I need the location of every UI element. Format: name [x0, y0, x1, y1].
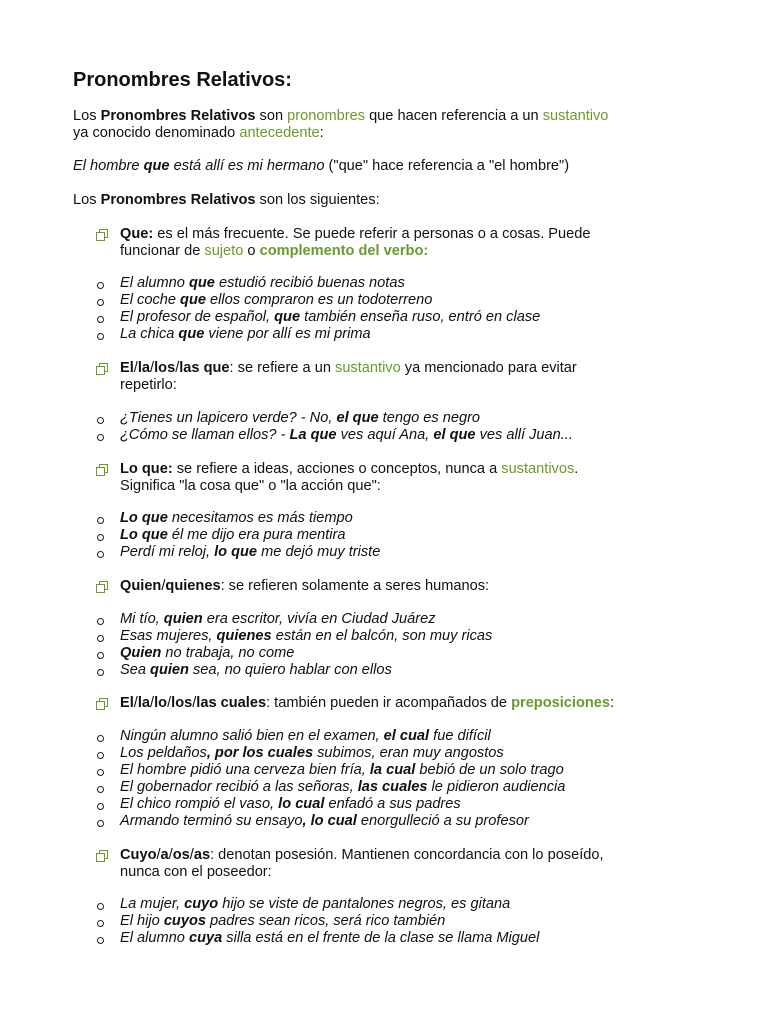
- circle-bullet-icon: [97, 820, 104, 827]
- list-item: El profesor de español, que también enseña ruso, entró en clase: [97, 309, 540, 326]
- intro-example: El hombre que está allí es mi hermano ("que" hace referencia a "el hombre"): [73, 158, 570, 174]
- section-head: Que: es el más frecuente. Se puede referir a personas o a cosas. Puede: [120, 226, 591, 242]
- list-item: Mi tío, quien era escritor, vivía en Ciudad Juárez: [97, 611, 436, 628]
- page-title: Pronombres Relativos:: [73, 69, 292, 91]
- circle-bullet-icon: [97, 769, 104, 776]
- bullet-box-icon: [96, 698, 108, 710]
- list-item: Esas mujeres, quienes están en el balcón, son muy ricas: [97, 628, 492, 645]
- circle-bullet-icon: [97, 752, 104, 759]
- term-antecedente: antecedente: [239, 125, 320, 141]
- list-item: La chica que viene por allí es mi prima: [97, 326, 371, 343]
- section-head: El/la/lo/los/las cuales: también pueden ir acompañados de preposiciones:: [120, 695, 615, 711]
- circle-bullet-icon: [97, 635, 104, 642]
- circle-bullet-icon: [97, 920, 104, 927]
- intro-line-1: Los Pronombres Relativos son pronombres que hacen referencia a un sustantivo: [73, 108, 609, 124]
- circle-bullet-icon: [97, 618, 104, 625]
- section-head: El/la/los/las que: se refiere a un sustantivo ya mencionado para evitar: [120, 360, 577, 376]
- bullet-box-icon: [96, 363, 108, 375]
- section-head-2: repetirlo:: [120, 377, 177, 393]
- circle-bullet-icon: [97, 534, 104, 541]
- term-pronombres: pronombres: [287, 108, 366, 124]
- list-item: El alumno cuya silla está en el frente de la clase se llama Miguel: [97, 930, 539, 947]
- section-head-2: nunca con el poseedor:: [120, 864, 272, 880]
- intro-line-2: ya conocido denominado antecedente:: [73, 125, 324, 141]
- list-item: El alumno que estudió recibió buenas notas: [97, 275, 405, 292]
- list-item: Sea quien sea, no quiero hablar con ellos: [97, 662, 392, 679]
- section-que: [96, 226, 656, 260]
- circle-bullet-icon: [97, 652, 104, 659]
- list-item: Armando terminó su ensayo, lo cual enorgulleció a su profesor: [97, 813, 529, 830]
- list-item: Lo que él me dijo era pura mentira: [97, 527, 345, 544]
- list-item: Los peldaños, por los cuales subimos, eran muy angostos: [97, 745, 504, 762]
- section-el-que: [96, 360, 656, 394]
- list-item: El hijo cuyos padres sean ricos, será rico también: [97, 913, 445, 930]
- list-item: El hombre pidió una cerveza bien fría, la cual bebió de un solo trago: [97, 762, 564, 779]
- section-quien: [96, 578, 656, 595]
- section-head: Cuyo/a/os/as: denotan posesión. Mantienen concordancia con lo poseído,: [120, 847, 604, 863]
- bullet-box-icon: [96, 229, 108, 241]
- circle-bullet-icon: [97, 417, 104, 424]
- list-item: Lo que necesitamos es más tiempo: [97, 510, 353, 527]
- list-item: El gobernador recibió a las señoras, las cuales le pidieron audiencia: [97, 779, 565, 796]
- circle-bullet-icon: [97, 434, 104, 441]
- section-head: Quien/quienes: se refieren solamente a seres humanos:: [120, 578, 490, 594]
- section-cuales: [96, 695, 656, 712]
- circle-bullet-icon: [97, 299, 104, 306]
- circle-bullet-icon: [97, 735, 104, 742]
- list-item: El chico rompió el vaso, lo cual enfadó a sus padres: [97, 796, 461, 813]
- list-item: Quien no trabaja, no come: [97, 645, 294, 662]
- list-item: La mujer, cuyo hijo se viste de pantalones negros, es gitana: [97, 896, 510, 913]
- circle-bullet-icon: [97, 316, 104, 323]
- section-head-2: Significa "la cosa que" o "la acción que":: [120, 478, 381, 494]
- circle-bullet-icon: [97, 517, 104, 524]
- list-item: ¿Tienes un lapicero verde? - No, el que tengo es negro: [97, 410, 480, 427]
- section-lo-que: [96, 461, 656, 495]
- circle-bullet-icon: [97, 551, 104, 558]
- circle-bullet-icon: [97, 903, 104, 910]
- circle-bullet-icon: [97, 937, 104, 944]
- bullet-box-icon: [96, 850, 108, 862]
- section-head-2: funcionar de sujeto o complemento del verbo:: [120, 243, 429, 259]
- list-intro: Los Pronombres Relativos son los siguientes:: [73, 192, 380, 208]
- bullet-box-icon: [96, 581, 108, 593]
- circle-bullet-icon: [97, 669, 104, 676]
- list-item: ¿Cómo se llaman ellos? - La que ves aquí Ana, el que ves allí Juan...: [97, 427, 573, 444]
- circle-bullet-icon: [97, 786, 104, 793]
- circle-bullet-icon: [97, 803, 104, 810]
- section-head: Lo que: se refiere a ideas, acciones o conceptos, nunca a sustantivos.: [120, 461, 579, 477]
- section-cuyo: [96, 847, 656, 881]
- term-sustantivo: sustantivo: [542, 108, 609, 124]
- circle-bullet-icon: [97, 333, 104, 340]
- list-item: Perdí mi reloj, lo que me dejó muy triste: [97, 544, 380, 561]
- list-item: El coche que ellos compraron es un todoterreno: [97, 292, 432, 309]
- list-item: Ningún alumno salió bien en el examen, el cual fue difícil: [97, 728, 491, 745]
- bullet-box-icon: [96, 464, 108, 476]
- circle-bullet-icon: [97, 282, 104, 289]
